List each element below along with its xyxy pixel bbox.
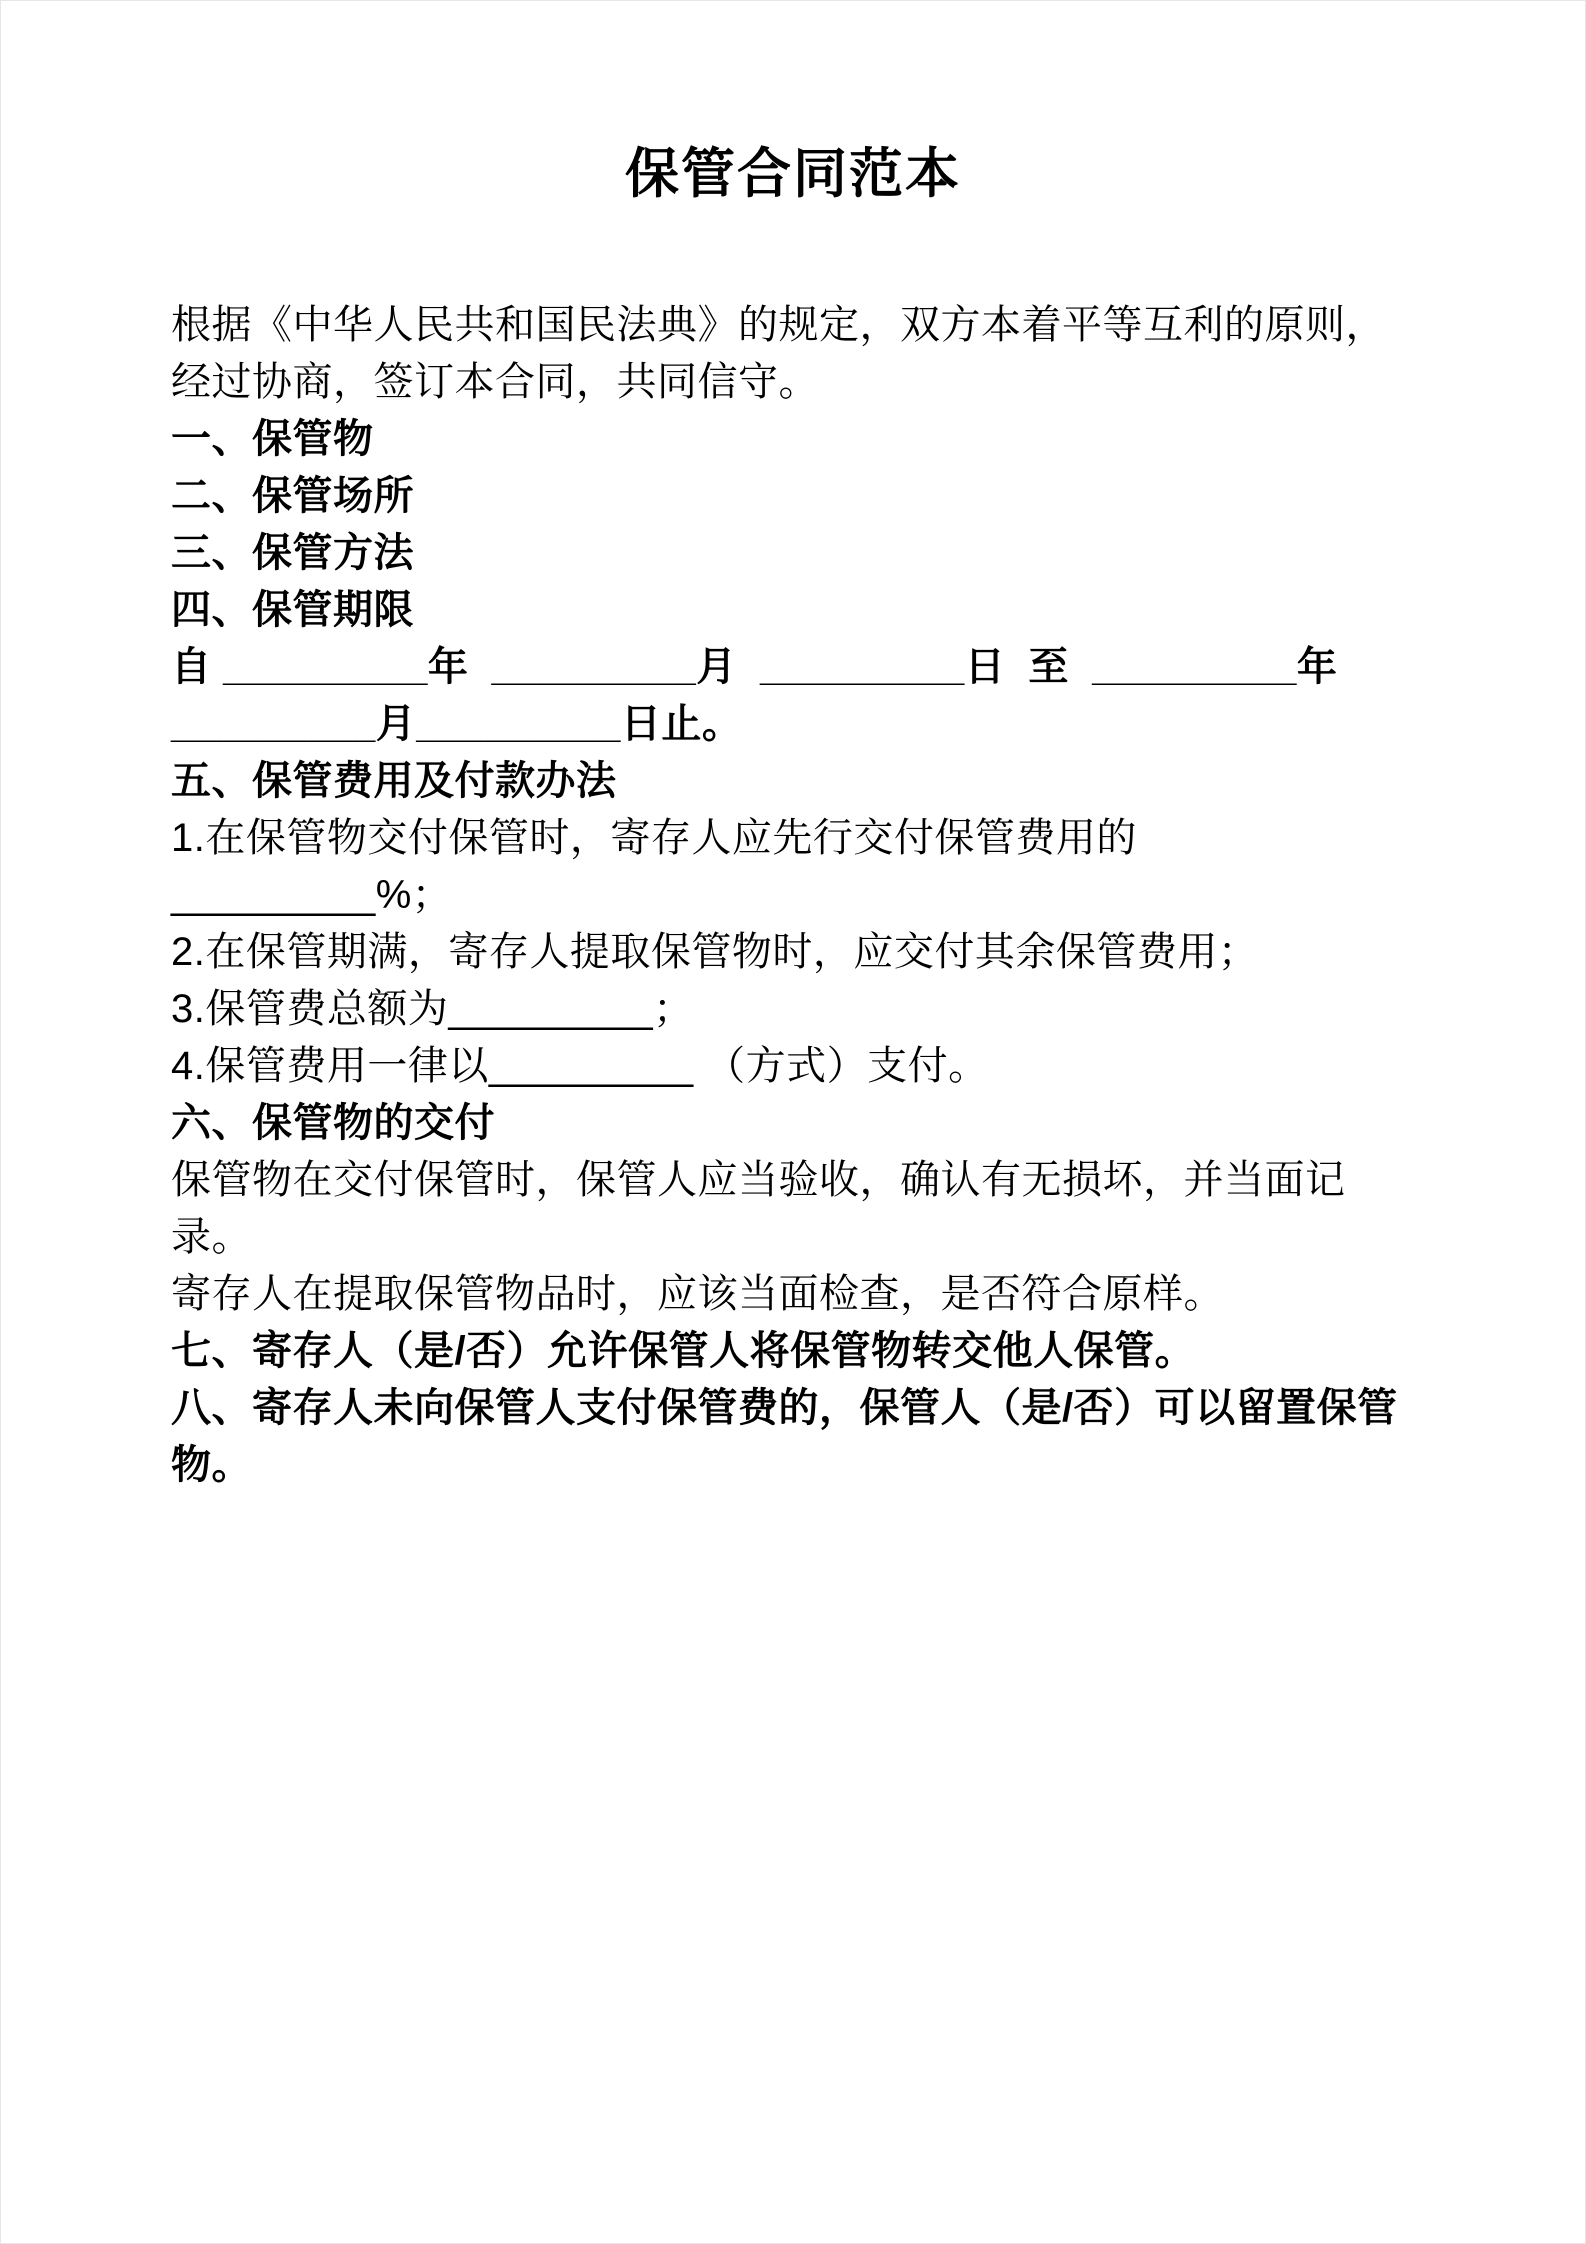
paragraph: 根据《中华人民共和国民法典》的规定，双方本着平等互利的原则，经过协商，签订本合同，共同信守。 (171, 303, 1386, 404)
paragraph: 八、寄存人未向保管人支付保管费的，保管人（是/否）可以留置保管物。 (171, 1386, 1398, 1487)
paragraph: 1.在保管物交付保管时，寄存人应先行交付保管费用的_________%； (171, 816, 1137, 917)
paragraph: 五、保管费用及付款办法 (171, 759, 617, 803)
paragraph: 四、保管期限 (171, 588, 414, 632)
paragraph: 寄存人在提取保管物品时，应该当面检查，是否符合原样。 (171, 1272, 1224, 1316)
paragraph: 一、保管物 (171, 417, 374, 461)
paragraph: 2.在保管期满，寄存人提取保管物时，应交付其余保管费用； (171, 930, 1259, 974)
paragraph: 三、保管方法 (171, 531, 414, 575)
paragraph-list (171, 297, 1415, 1494)
paragraph: 3.保管费总额为_________； (171, 987, 694, 1031)
paragraph: 保管物在交付保管时，保管人应当验收，确认有无损坏，并当面记录。 (171, 1158, 1346, 1259)
paragraph: 4.保管费用一律以_________ （方式）支付。 (171, 1044, 989, 1088)
document-title: 保管合同范本 (625, 144, 961, 204)
paragraph: 七、寄存人（是/否）允许保管人将保管物转交他人保管。 (171, 1329, 1196, 1373)
paragraph: 二、保管场所 (171, 474, 414, 518)
paragraph: 自 _________年 _________月 _________日 至 _________年_________月_________日止。 (171, 645, 1338, 746)
paragraph: 六、保管物的交付 (171, 1101, 495, 1145)
